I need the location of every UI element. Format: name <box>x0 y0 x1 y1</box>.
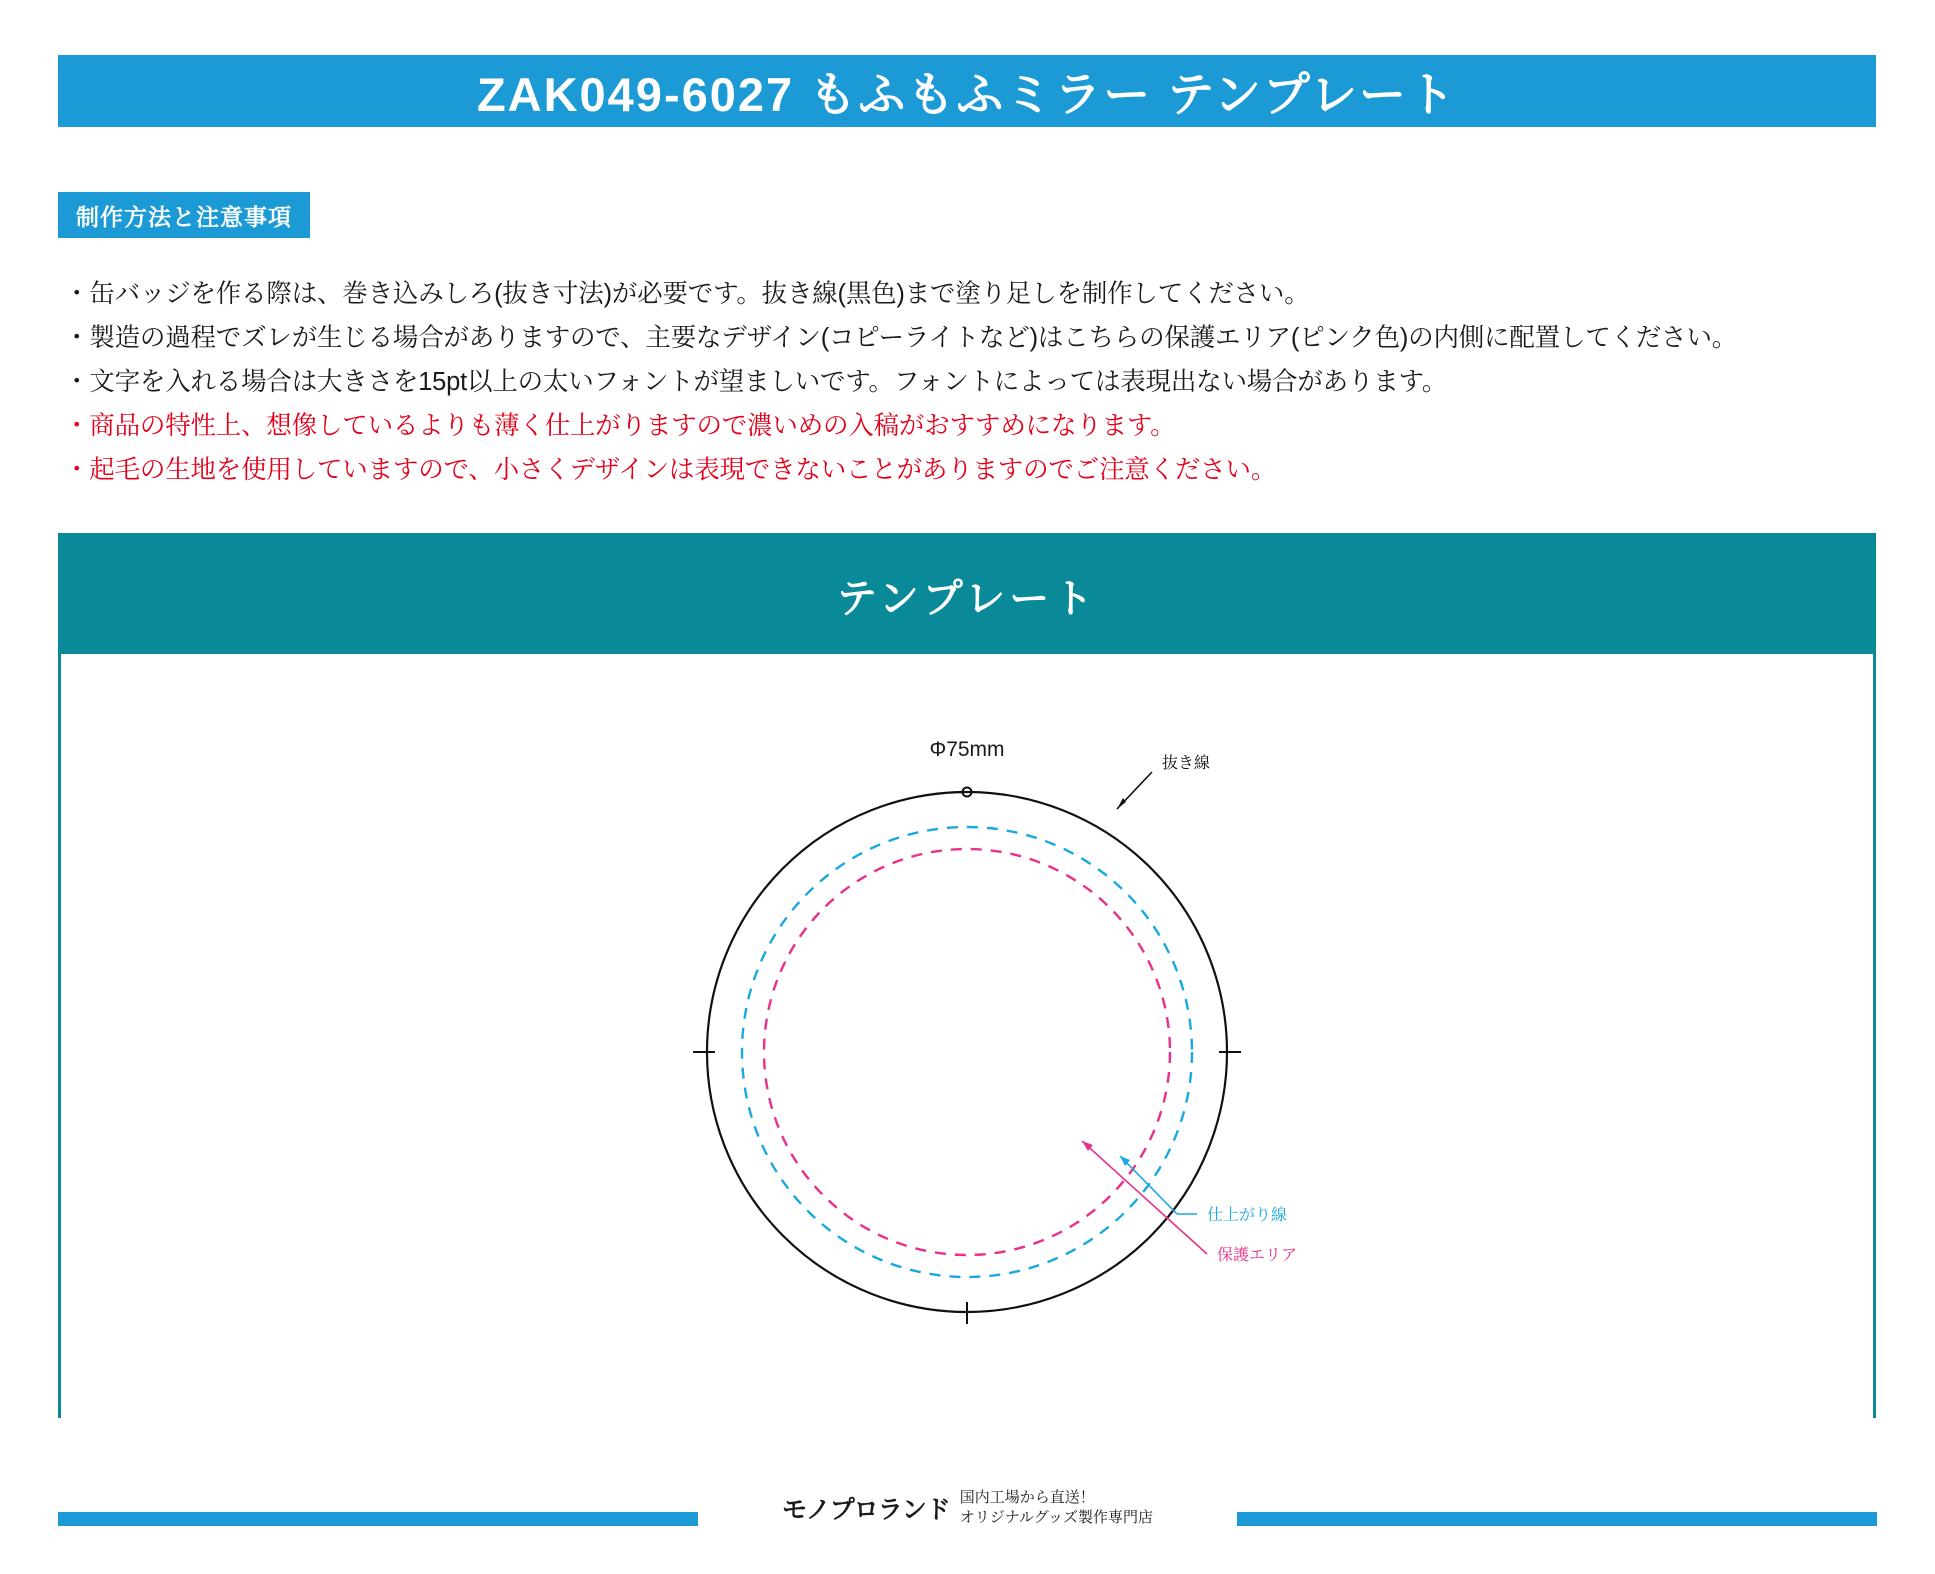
brand-tagline-line2: オリジナルグッズ製作専門店 <box>959 1509 1153 1527</box>
footer-rule-right <box>1237 1512 1877 1526</box>
brand-tagline <box>960 1488 1153 1529</box>
page-title: ZAK049-6027 もふもふミラー テンプレート <box>476 67 1458 121</box>
cut-line-circle <box>707 792 1227 1312</box>
page-footer <box>0 1488 1935 1548</box>
finish-line-leader <box>1120 1156 1177 1214</box>
list-item: ・起毛の生地を使用していますので、小さくデザインは表現できないことがありますのでご注意ください。 <box>64 456 1277 484</box>
list-item: ・商品の特性上、想像しているよりも薄く仕上がりますので濃いめの入稿がおすすめになります。 <box>64 412 1176 440</box>
list-item: ・文字を入れる場合は大きさを15pt以上の太いフォントが望ましいです。フォントによっては表現出ない場合があります。 <box>64 368 1448 396</box>
safe-area-leader <box>1082 1141 1207 1254</box>
template-svg <box>517 654 1417 1418</box>
instructions-list <box>64 272 1864 492</box>
footer-brand <box>782 1488 1153 1529</box>
template-heading: テンプレート <box>836 576 1098 621</box>
template-panel <box>58 533 1876 1418</box>
finish-line-circle <box>742 827 1192 1277</box>
footer-rule-left <box>58 1512 698 1526</box>
page-title-bar <box>58 55 1876 127</box>
brand-tagline-line1: 国内工場から直送！ <box>959 1489 1095 1506</box>
brand-logo: モノプロランド <box>782 1495 950 1525</box>
section-label-instructions: 制作方法と注意事項 <box>58 192 310 238</box>
badge-template-diagram <box>517 654 1417 1418</box>
safe-area-annotation-text: 保護エリア <box>1217 1247 1298 1264</box>
cut-line-arrow-icon <box>1117 798 1126 809</box>
finish-line-annotation-text: 仕上がり線 <box>1207 1207 1288 1224</box>
template-panel-body <box>61 654 1873 1418</box>
safe-area-circle <box>764 849 1170 1255</box>
diameter-label: Φ75mm <box>929 738 1005 761</box>
list-item: ・製造の過程でズレが生じる場合がありますので、主要なデザイン(コピーライトなど)はこちらの保護エリア(ピンク色)の内側に配置してください。 <box>64 324 1738 352</box>
list-item: ・缶バッジを作る際は、巻き込みしろ(抜き寸法)が必要です。抜き線(黒色)まで塗り足しを制作してください。 <box>64 280 1310 308</box>
cut-line-annotation-text: 抜き線 <box>1162 755 1211 772</box>
template-panel-header <box>61 536 1873 654</box>
